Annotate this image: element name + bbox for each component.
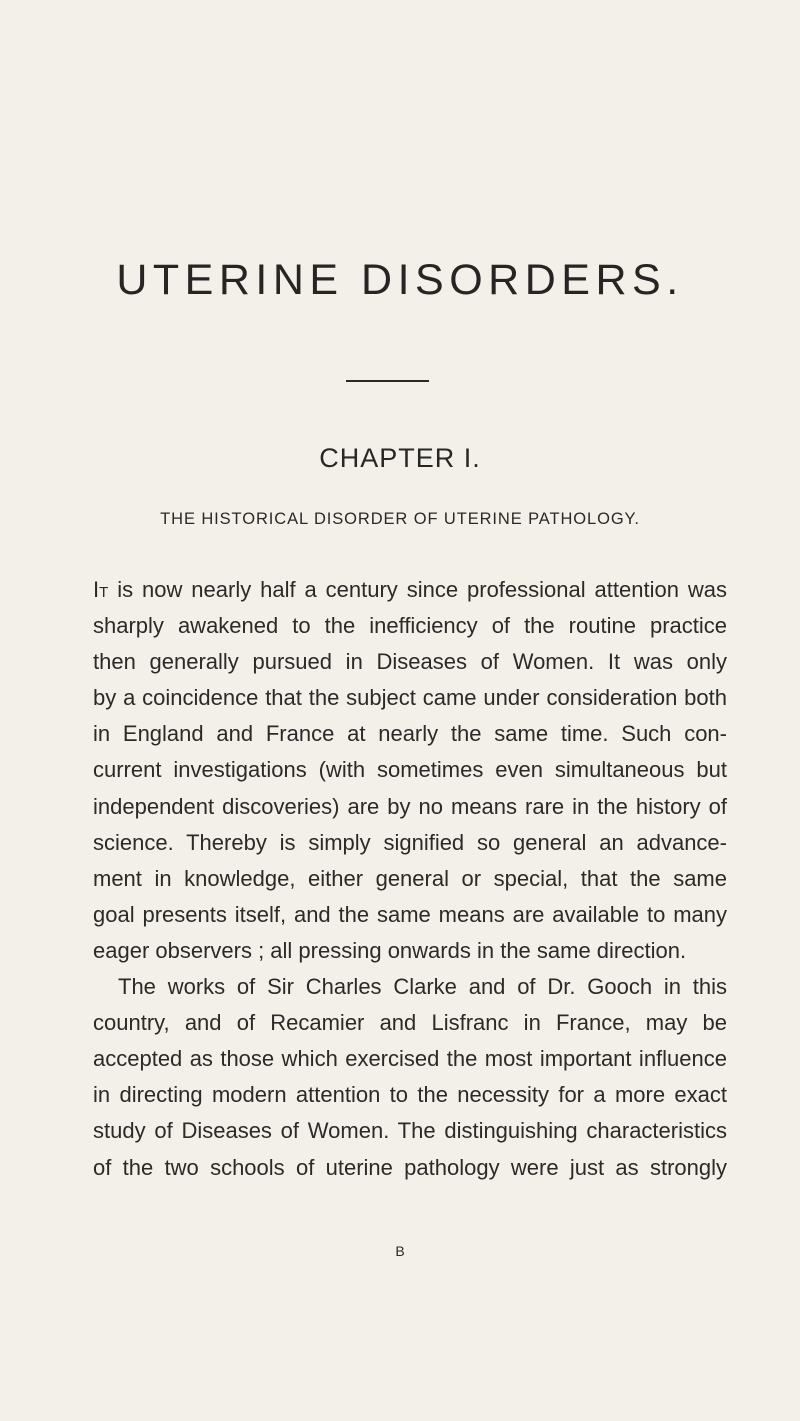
text-line: It is now nearly half a century since professional attention was bbox=[93, 577, 727, 602]
text-line: accepted as those which exercised the most important influence bbox=[93, 1046, 727, 1072]
chapter-title: THE HISTORICAL DISORDER OF UTERINE PATHOLOGY. bbox=[160, 510, 640, 528]
text-line: eager observers ; all pressing onwards in the same direction. bbox=[93, 937, 687, 963]
text-line: in directing modern attention to the necessity for a more exact bbox=[93, 1082, 727, 1108]
text-line: by a coincidence that the subject came under consideration both bbox=[93, 685, 727, 711]
chapter-heading: CHAPTER I. bbox=[319, 443, 481, 473]
text-line: independent discoveries) are by no means rare in the history of bbox=[93, 793, 727, 819]
text-line: The works of Sir Charles Clarke and of Dr. Gooch in this bbox=[118, 974, 727, 1000]
text-line: goal presents itself, and the same means are available to many bbox=[93, 901, 727, 927]
book-title: UTERINE DISORDERS. bbox=[116, 256, 684, 304]
text-line: current investigations (with sometimes even simultaneous but bbox=[93, 757, 727, 783]
text-line: study of Diseases of Women. The distinguishing characteristics bbox=[93, 1118, 727, 1144]
text-line: sharply awakened to the inefficiency of the routine practice bbox=[93, 613, 727, 639]
text-line: in England and France at nearly the same time. Such con- bbox=[93, 721, 727, 747]
drop-word: It bbox=[93, 577, 109, 602]
signature-mark: B bbox=[395, 1243, 405, 1259]
text-line: ment in knowledge, either general or special, that the same bbox=[93, 865, 727, 891]
text-line: of the two schools of uterine pathology were just as strongly bbox=[93, 1154, 727, 1180]
body-text bbox=[93, 572, 727, 1186]
text-line: then generally pursued in Diseases of Women. It was only bbox=[93, 649, 727, 675]
title-rule bbox=[346, 380, 429, 382]
text-line: country, and of Recamier and Lisfranc in France, may be bbox=[93, 1010, 727, 1036]
text-line: science. Thereby is simply signified so general an advance- bbox=[93, 829, 727, 855]
